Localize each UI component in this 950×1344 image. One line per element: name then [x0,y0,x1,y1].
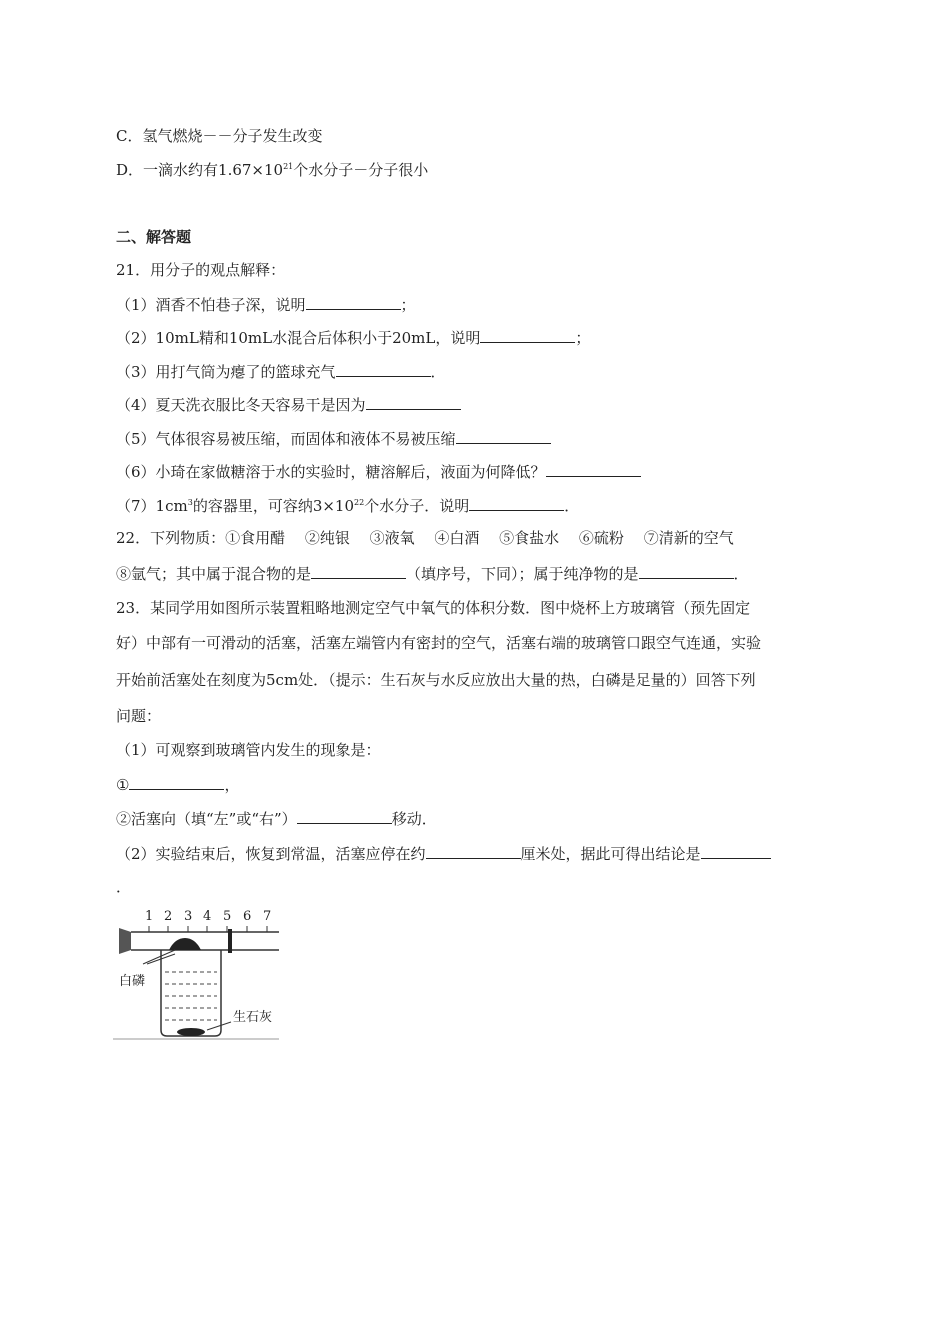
scale-label: 1 [145,909,154,924]
answer-blank[interactable] [426,843,521,859]
q22-line-2-end: ． [733,565,749,583]
scale-label: 7 [263,909,272,924]
scale-labels [145,909,271,924]
q23-part-1-a-text: ① [116,776,130,794]
answer-blank[interactable] [480,327,575,343]
q23-part-1-b-end: 移动． [391,810,437,828]
q23-part-1-b-text: ②活塞向（填“左”或“右”） [116,810,297,828]
answer-blank[interactable] [469,495,564,511]
q21-part-4-text: （4）夏天洗衣服比冬天容易干是因为 [116,396,366,414]
exponent: 3 [187,498,193,507]
scale-label: 5 [223,909,232,924]
q21-part-5-text: （5）气体很容易被压缩，而固体和液体不易被压缩 [116,430,456,448]
q23-part-1-a [116,774,239,795]
q21-part-7-text-mid: 的容器里，可容纳3×10 [192,497,355,515]
q23-part-1: （1）可观察到玻璃管内发生的现象是： [116,741,381,759]
option-c: C．氢气燃烧－－分子发生改变 [116,127,323,145]
scale-label: 6 [243,909,252,924]
option-d [116,160,428,180]
option-d-exponent: 21 [283,162,294,171]
q23-line-2: 好）中部有一可滑动的活塞，活塞左端管内有密封的空气，活塞右端的玻璃管口跟空气连通，实验 [116,634,762,652]
answer-blank[interactable] [701,843,771,859]
answer-blank[interactable] [366,394,461,410]
q21-part-6 [116,461,641,482]
q21-part-3-text: （3）用打气筒为瘪了的篮球充气 [116,363,336,381]
beaker [161,950,221,1036]
answer-blank[interactable] [456,428,551,444]
apparatus-figure [113,908,279,1040]
scale-label: 4 [203,909,212,924]
q22-line-1: 22．下列物质：①食用醋 ②纯银 ③液氧 ④白酒 ⑤食盐水 ⑥硫粉 ⑦清新的空气 [116,529,734,547]
q23-part-2-text: （2）实验结束后，恢复到常温，活塞应停在约 [116,845,426,863]
q21-part-7 [116,495,579,516]
q21-part-1-end: ； [400,296,416,314]
answer-blank[interactable] [336,361,431,377]
q21-stem: 21．用分子的观点解释： [116,261,286,279]
quicklime [177,1028,205,1036]
q22-line-2-text: ⑧氩气；其中属于混合物的是 [116,565,312,583]
piston [228,929,232,953]
exponent: 22 [354,498,365,507]
q21-part-2-end: ； [575,329,591,347]
q23-line-4: 问题： [116,707,162,725]
answer-blank[interactable] [297,808,392,824]
label-lime: 生石灰 [233,1010,273,1025]
answer-blank[interactable] [129,774,224,790]
q21-part-1 [116,294,416,315]
tube-stopper [119,928,131,954]
answer-blank[interactable] [311,563,406,579]
glass-tube [131,932,279,950]
q23-part-2 [116,843,771,864]
q23-part-1-a-end: ， [224,776,240,794]
label-phosphorus: 白磷 [119,974,146,989]
option-d-text-end: 个水分子－分子很小 [293,161,429,179]
q23-part-2-mid: 厘米处，据此可得出结论是 [520,845,701,863]
q21-part-2 [116,327,590,348]
lime-pointer [207,1022,231,1030]
q21-part-3 [116,361,446,382]
white-phosphorus [169,938,201,950]
q22-line-2 [116,563,749,584]
q23-line-1: 23．某同学用如图所示装置粗略地测定空气中氧气的体积分数．图中烧杯上方玻璃管（预先固定 [116,599,751,617]
q21-part-7-text: （7）1cm [116,497,188,515]
q21-part-4 [116,394,461,415]
phosphorus-pointer [143,950,175,964]
scale-ruler [131,926,279,932]
q22-line-2-mid: （填序号，下同）；属于纯净物的是 [406,565,639,583]
q21-part-6-text: （6）小琦在家做糖溶于水的实验时，糖溶解后，液面为何降低？ [116,463,546,481]
scale-label: 2 [164,909,173,924]
answer-blank[interactable] [639,563,734,579]
q21-part-3-end: ． [430,363,446,381]
q21-part-5 [116,428,551,449]
q21-part-1-text: （1）酒香不怕巷子深，说明 [116,296,306,314]
answer-blank[interactable] [306,294,401,310]
q21-part-7-end: ． [564,497,580,515]
scale-label: 3 [184,909,193,924]
section-title: 二、解答题 [116,228,192,246]
q23-part-2-end: ． [116,878,132,896]
beaker-water [165,972,217,1020]
q23-line-3: 开始前活塞处在刻度为5cm处．（提示：生石灰与水反应放出大量的热，白磷是足量的）回答下列 [116,671,756,689]
q21-part-7-text-post: 个水分子．说明 [364,497,470,515]
answer-blank[interactable] [546,461,641,477]
q23-part-1-b [116,808,437,829]
q21-part-2-text: （2）10mL精和10mL水混合后体积小于20mL，说明 [116,329,481,347]
option-d-text: D．一滴水约有1.67×10 [116,161,284,179]
